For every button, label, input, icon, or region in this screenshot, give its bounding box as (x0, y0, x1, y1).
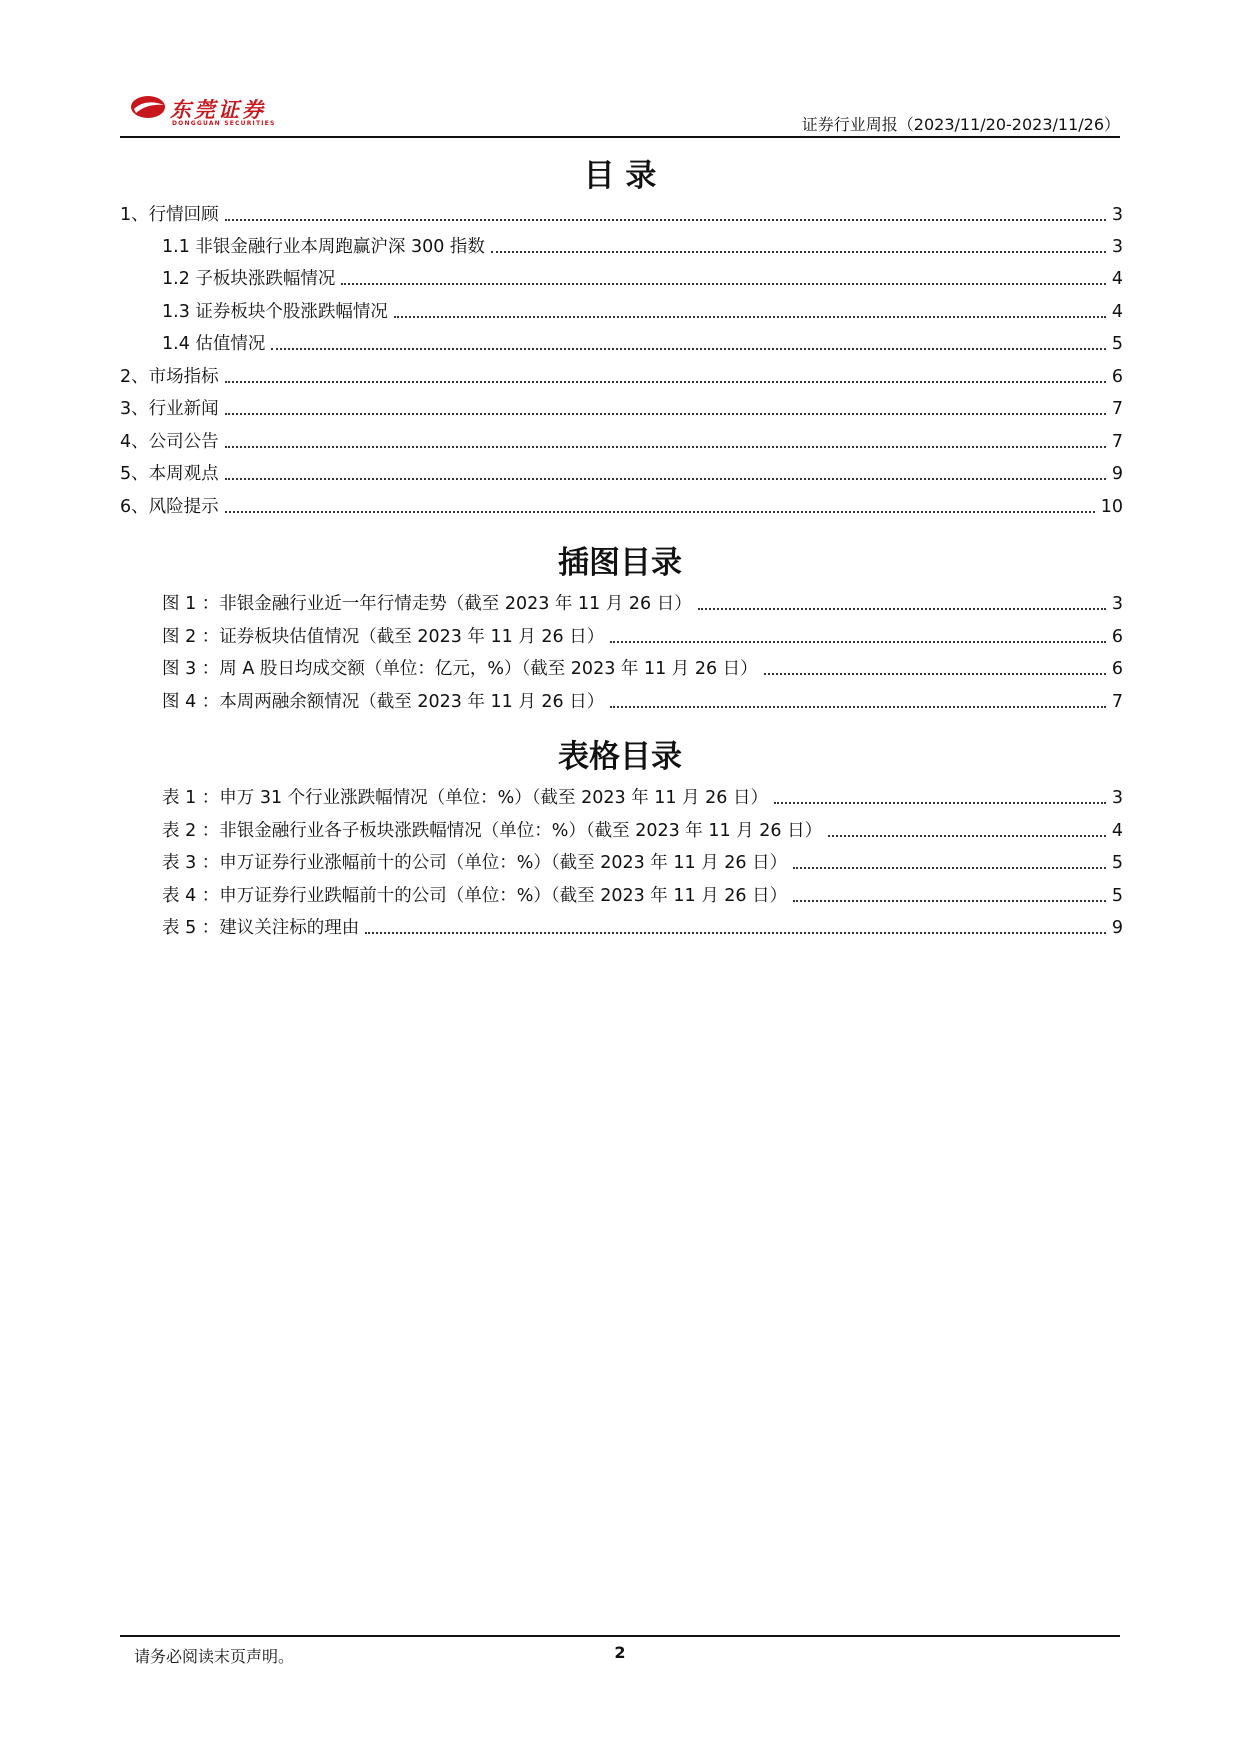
toc-item-page: 7 (1111, 432, 1123, 452)
table-item-title: 表 5 ：建议关注标的理由 (162, 918, 360, 938)
table-item[interactable] (162, 912, 1123, 940)
toc-item-title: 5、本周观点 (120, 464, 219, 484)
dot-leader (225, 478, 1106, 480)
toc-item[interactable] (162, 296, 1123, 324)
toc-item[interactable] (120, 426, 1123, 454)
figure-item[interactable] (162, 588, 1123, 616)
toc-item-page: 3 (1111, 205, 1123, 225)
dot-leader (271, 348, 1105, 350)
toc-item-title: 3、行业新闻 (120, 399, 219, 419)
toc-item-page: 5 (1111, 334, 1123, 354)
dot-leader (774, 802, 1106, 804)
toc-item-page: 3 (1111, 237, 1123, 257)
dot-leader (698, 608, 1106, 610)
figure-item-title: 图 3 ：周 A 股日均成交额（单位：亿元，%）（截至 2023 年 11 月 26 日） (162, 659, 758, 679)
dot-leader (491, 251, 1106, 253)
toc-item-title: 1.1 非银金融行业本周跑赢沪深 300 指数 (162, 237, 485, 257)
company-logo (130, 94, 350, 128)
dot-leader (225, 446, 1106, 448)
toc-item-title: 1.2 子板块涨跌幅情况 (162, 269, 336, 289)
figure-item-page: 7 (1111, 692, 1123, 712)
figure-item-title: 图 1 ：非银金融行业近一年行情走势（截至 2023 年 11 月 26 日） (162, 594, 692, 614)
toc-item[interactable] (120, 361, 1123, 389)
toc-item-page: 10 (1100, 497, 1123, 517)
dot-leader (793, 900, 1106, 902)
toc-item[interactable] (162, 328, 1123, 356)
table-item-title: 表 2 ：非银金融行业各子板块涨跌幅情况（单位：%）（截至 2023 年 11 月 26 日） (162, 821, 823, 841)
toc-item[interactable] (120, 458, 1123, 486)
figure-item-page: 6 (1111, 627, 1123, 647)
figure-item-title: 图 2 ：证券板块估值情况（截至 2023 年 11 月 26 日） (162, 627, 605, 647)
toc-item[interactable] (162, 263, 1123, 291)
table-item-page: 4 (1111, 821, 1123, 841)
toc-item-page: 7 (1111, 399, 1123, 419)
dot-leader (610, 706, 1106, 708)
toc-item-title: 4、公司公告 (120, 432, 219, 452)
figure-item[interactable] (162, 653, 1123, 681)
table-item-title: 表 1 ：申万 31 个行业涨跌幅情况（单位：%）（截至 2023 年 11 月 26 日） (162, 788, 768, 808)
toc-item[interactable] (120, 393, 1123, 421)
footer-divider (120, 1635, 1120, 1637)
toc-item[interactable] (120, 491, 1123, 519)
figure-item-title: 图 4 ：本周两融余额情况（截至 2023 年 11 月 26 日） (162, 692, 605, 712)
dot-leader (610, 641, 1106, 643)
table-item[interactable] (162, 880, 1123, 908)
table-item-title: 表 4 ：申万证券行业跌幅前十的公司（单位：%）（截至 2023 年 11 月 26 日） (162, 886, 788, 906)
report-title: 证券行业周报（2023/11/20-2023/11/26） (801, 115, 1120, 134)
dot-leader (225, 413, 1106, 415)
dot-leader (225, 381, 1106, 383)
toc-heading: 目 录 (583, 158, 657, 194)
dot-leader (793, 867, 1106, 869)
logo-subtext: DONGGUAN SECURITIES (172, 120, 276, 127)
tables-heading: 表格目录 (558, 739, 682, 775)
toc-item-page: 4 (1111, 269, 1123, 289)
header-divider (120, 136, 1120, 138)
table-item[interactable] (162, 782, 1123, 810)
toc-item-title: 2、市场指标 (120, 367, 219, 387)
dot-leader (365, 932, 1106, 934)
table-item[interactable] (162, 847, 1123, 875)
figure-item[interactable] (162, 686, 1123, 714)
logo-text: 东莞证券 (170, 97, 266, 122)
logo-mark-icon (130, 94, 168, 120)
dot-leader (828, 835, 1106, 837)
table-item-page: 5 (1111, 886, 1123, 906)
table-item-page: 5 (1111, 853, 1123, 873)
toc-item-title: 1、行情回顾 (120, 205, 219, 225)
table-item[interactable] (162, 815, 1123, 843)
dot-leader (394, 316, 1106, 318)
page-header (120, 88, 1120, 138)
footer-disclaimer: 请务必阅读末页声明。 (134, 1647, 295, 1666)
table-item-page: 9 (1111, 918, 1123, 938)
dot-leader (341, 283, 1105, 285)
toc-item-page: 9 (1111, 464, 1123, 484)
toc-item-title: 1.3 证券板块个股涨跌幅情况 (162, 302, 388, 322)
dot-leader (225, 511, 1095, 513)
toc-item-title: 1.4 估值情况 (162, 334, 266, 354)
figure-item[interactable] (162, 621, 1123, 649)
dot-leader (764, 673, 1106, 675)
toc-item-page: 6 (1111, 367, 1123, 387)
toc-item-title: 6、风险提示 (120, 497, 219, 517)
figures-heading: 插图目录 (558, 545, 682, 581)
table-item-title: 表 3 ：申万证券行业涨幅前十的公司（单位：%）（截至 2023 年 11 月 26 日） (162, 853, 788, 873)
toc-item-page: 4 (1111, 302, 1123, 322)
figure-item-page: 6 (1111, 659, 1123, 679)
table-item-page: 3 (1111, 788, 1123, 808)
page-number: 2 (614, 1643, 626, 1662)
toc-item[interactable] (162, 231, 1123, 259)
dot-leader (225, 219, 1106, 221)
toc-item[interactable] (120, 199, 1123, 227)
figure-item-page: 3 (1111, 594, 1123, 614)
